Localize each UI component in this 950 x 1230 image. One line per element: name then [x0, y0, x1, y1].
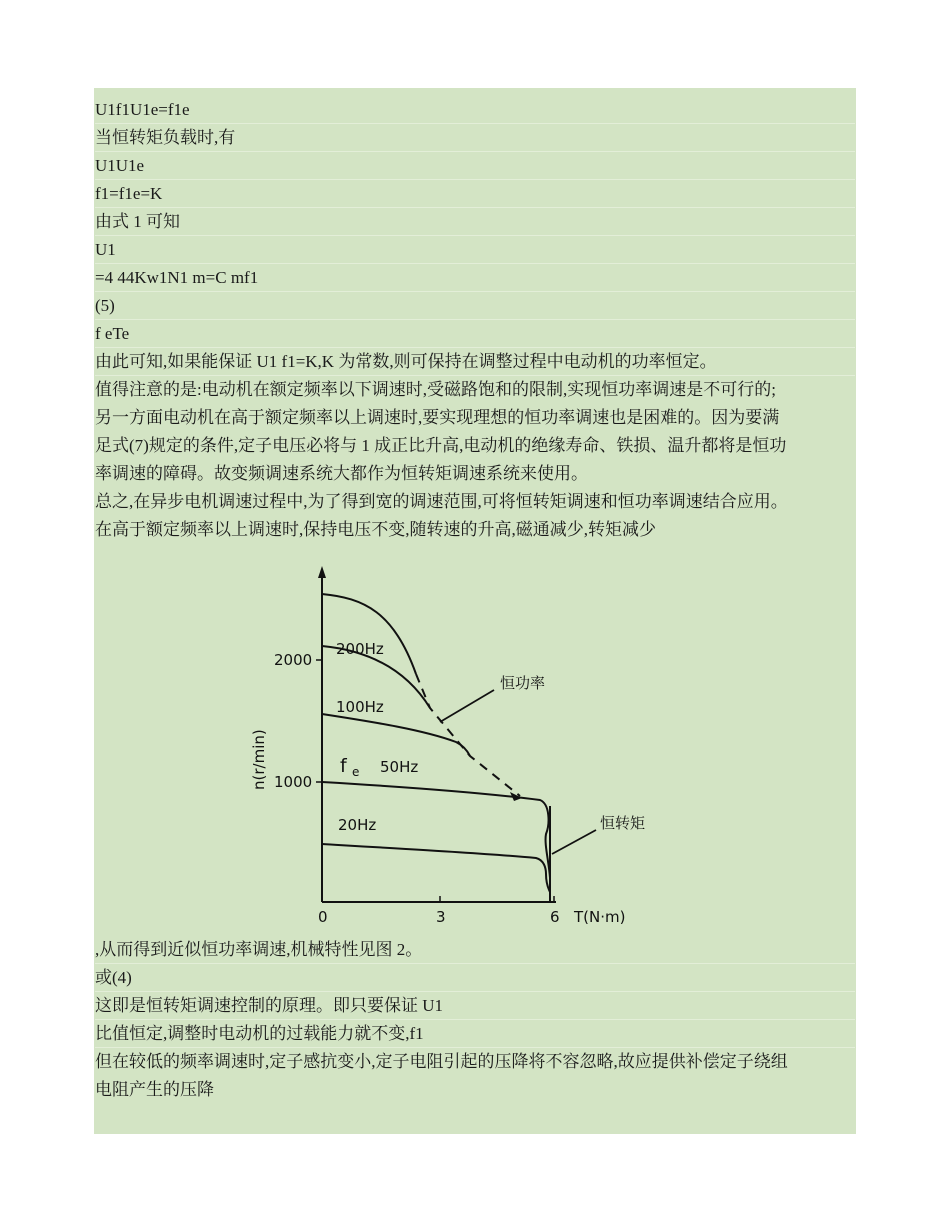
y-axis-arrow: [318, 566, 326, 578]
annotation-constant-torque: 恒转矩: [600, 814, 646, 832]
power-leader-line: [440, 690, 494, 722]
text-line: 这即是恒转矩调速控制的原理。即只要保证 U1: [95, 992, 855, 1020]
paragraph-line: 足式(7)规定的条件,定子电压必将与 1 成正比升高,电动机的绝缘寿命、铁损、温升都将是恒功: [95, 436, 787, 455]
torque-leader-line: [552, 830, 596, 854]
curve-20hz: [322, 844, 550, 892]
text-line: U1: [95, 236, 855, 264]
figure-svg: [244, 562, 664, 940]
text-line: 由式 1 可知: [95, 208, 855, 236]
label-100hz: 100Hz: [336, 698, 384, 716]
formula-line: =4 44Kw1N1 m=C mf1: [95, 264, 855, 292]
mechanical-characteristics-figure: [244, 562, 664, 940]
paragraph-line: 总之,在异步电机调速过程中,为了得到宽的调速范围,可将恒转矩调速和恒功率调速结合应用。: [95, 492, 788, 511]
text-line: 比值恒定,调整时电动机的过载能力就不变,f1: [95, 1020, 855, 1048]
paragraph-line: 在高于额定频率以上调速时,保持电压不变,随转速的升高,磁通减少,转矩减少: [95, 520, 656, 539]
paragraph-line: 电阻产生的压降: [95, 1080, 214, 1099]
annotation-constant-power: 恒功率: [500, 674, 546, 692]
y-axis-label: n(r/min): [250, 729, 268, 790]
label-200hz: 200Hz: [336, 640, 384, 658]
text-line: U1f1U1e=f1e: [95, 96, 855, 124]
curve-100hz: [322, 714, 470, 756]
text-line: f1=f1e=K: [95, 180, 855, 208]
curve-top: [322, 594, 416, 674]
text-line: ,从而得到近似恒功率调速,机械特性见图 2。: [95, 936, 855, 964]
document-page: [94, 88, 856, 1134]
label-fe-subscript: e: [352, 765, 360, 779]
y-tick-label: 1000: [274, 773, 313, 791]
text-line: f eTe: [95, 320, 855, 348]
y-tick-label: 2000: [274, 651, 313, 669]
label-20hz: 20Hz: [338, 816, 377, 834]
text-line: 当恒转矩负载时,有: [95, 124, 855, 152]
paragraph-line: 率调速的障碍。故变频调速系统大都作为恒转矩调速系统来使用。: [95, 464, 588, 483]
text-line: U1U1e: [95, 152, 855, 180]
label-fe: f: [340, 755, 347, 777]
paragraph-line: 另一方面电动机在高于额定频率以上调速时,要实现理想的恒功率调速也是困难的。因为要满: [95, 408, 780, 427]
label-50hz: 50Hz: [380, 758, 419, 776]
x-tick-label: 3: [436, 908, 446, 926]
x-axis-label: T(N·m): [574, 908, 626, 926]
equation-number: (5): [95, 292, 855, 320]
paragraph-line: 值得注意的是:电动机在额定频率以下调速时,受磁路饱和的限制,实现恒功率调速是不可行的;: [95, 380, 776, 399]
x-tick-label: 0: [318, 908, 328, 926]
text-line: 由此可知,如果能保证 U1 f1=K,K 为常数,则可保持在调整过程中电动机的功率恒定。: [95, 348, 855, 376]
x-tick-label: 6: [550, 908, 560, 926]
text-line: 或(4): [95, 964, 855, 992]
paragraph-line: 但在较低的频率调速时,定子感抗变小,定子电阻引起的压降将不容忽略,故应提供补偿定子绕组: [95, 1052, 788, 1071]
